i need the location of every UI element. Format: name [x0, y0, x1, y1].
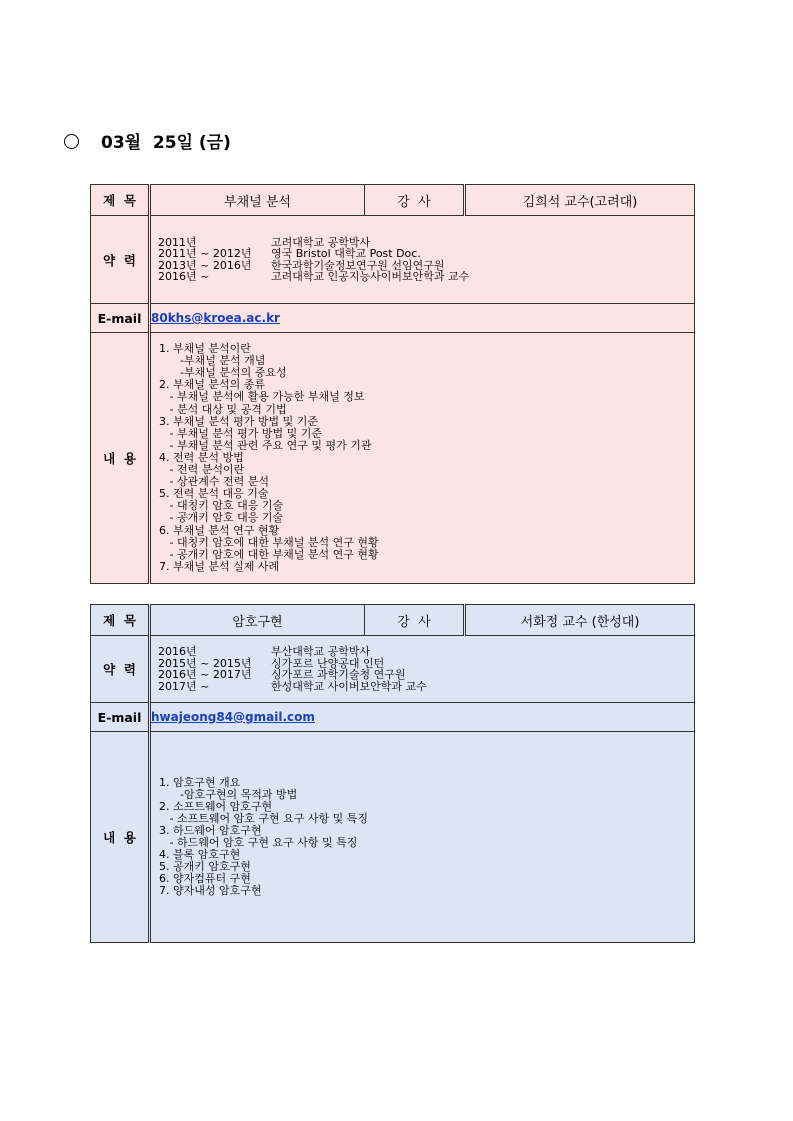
career-desc: 영국 Bristol 대학교 Post Doc.: [271, 247, 421, 260]
session-title: 부채널 분석: [150, 185, 365, 216]
session-table: [90, 184, 695, 584]
content-line: - 공개키 암호에 대한 부채널 분석 연구 현황: [159, 547, 379, 561]
content-line: 1. 암호구현 개요: [159, 775, 241, 789]
content-line: - 대칭키 암호 대응 기술: [159, 499, 284, 513]
title-label: 제 목: [91, 185, 150, 216]
content-line: - 공개키 암호 대응 기술: [159, 511, 284, 525]
content-list: [151, 777, 694, 898]
career-period: 2011년 ~ 2012년: [158, 247, 252, 260]
lecturer-label: 강 사: [365, 185, 465, 216]
career-list: [151, 646, 694, 692]
content-line: - 소프트웨어 암호 구현 요구 사항 및 특징: [159, 811, 368, 825]
content-line: -암호구현의 목적과 방법: [159, 787, 298, 801]
content-line: 4. 전력 분석 방법: [159, 450, 244, 464]
career-list: [151, 237, 694, 283]
career-desc: 한국과학기술정보연구원 선임연구원: [271, 258, 445, 272]
content-line: 2. 부채널 분석의 종류: [159, 378, 265, 392]
career-cell: [150, 636, 695, 703]
lecturer-name: 김희석 교수(고려대): [465, 185, 695, 216]
content-line: 5. 공개키 암호구현: [159, 860, 251, 874]
content-label: 내 용: [91, 333, 150, 584]
content-line: 5. 전력 분석 대응 기술: [159, 487, 269, 501]
content-line: 4. 블록 암호구현: [159, 848, 241, 862]
email-cell: [150, 703, 695, 732]
lecturer-name: 서화정 교수 (한성대): [465, 605, 695, 636]
lecturer-label: 강 사: [365, 605, 465, 636]
email-label: E-mail: [91, 703, 150, 732]
career-period: 2016년 ~ 2017년: [158, 668, 252, 681]
content-cell: [150, 333, 695, 584]
career-cell: [150, 216, 695, 304]
career-label: 약 력: [91, 216, 150, 304]
content-line: 1. 부채널 분석이란: [159, 342, 251, 356]
content-line: 3. 부채널 분석 평가 방법 및 기준: [159, 414, 318, 428]
email-link[interactable]: hwajeong84@gmail.com: [151, 710, 315, 724]
email-label: E-mail: [91, 304, 150, 333]
content-line: - 대칭키 암호에 대한 부채널 분석 연구 현황: [159, 535, 379, 549]
career-period: 2016년 ~: [158, 270, 210, 283]
career-label: 약 력: [91, 636, 150, 703]
content-line: - 부채널 분석 평가 방법 및 기준: [159, 426, 322, 440]
content-line: -부채널 분석의 중요성: [159, 366, 287, 380]
content-line: - 하드웨어 암호 구현 요구 사항 및 특징: [159, 836, 358, 849]
content-line: - 부채널 분석 관련 주요 연구 및 평가 기관: [159, 438, 372, 452]
career-period: 2011년: [158, 235, 197, 249]
career-desc: 싱가포르 난양공대 인턴: [271, 656, 385, 670]
career-desc: 고려대학교 공학박사: [271, 235, 371, 249]
content-line: 7. 부채널 분석 실제 사례: [159, 559, 280, 573]
content-line: -부채널 분석 개념: [159, 354, 266, 368]
date-heading: [64, 131, 231, 155]
content-cell: [150, 732, 695, 943]
content-line: 6. 부채널 분석 연구 현황: [159, 523, 280, 537]
career-period: 2015년 ~ 2015년: [158, 656, 252, 670]
career-desc: 부산대학교 공학박사: [271, 645, 371, 658]
content-line: - 부채널 분석에 활용 가능한 부채널 정보: [159, 390, 365, 404]
title-label: 제 목: [91, 605, 150, 636]
career-period: 2017년 ~: [158, 679, 210, 693]
content-line: 3. 하드웨어 암호구현: [159, 823, 262, 837]
content-line: 6. 양자컴퓨터 구현: [159, 872, 251, 886]
career-period: 2016년: [158, 645, 197, 658]
content-line: 7. 양자내성 암호구현: [159, 884, 262, 898]
circle-bullet-icon: [64, 134, 79, 149]
session-table: [90, 604, 695, 943]
career-desc: 고려대학교 인공지능사이버보안학과 교수: [271, 270, 470, 283]
content-label: 내 용: [91, 732, 150, 943]
career-desc: 한성대학교 사이버보안학과 교수: [271, 679, 427, 693]
email-cell: [150, 304, 695, 333]
content-list: [151, 343, 694, 573]
date-heading-text: 03월 25일 (금): [101, 133, 231, 153]
career-desc: 싱가포르 과학기술청 연구원: [271, 668, 406, 681]
content-line: - 분석 대상 및 공격 기법: [159, 402, 287, 416]
content-line: - 전력 분석이란: [159, 463, 245, 477]
session-title: 암호구현: [150, 605, 365, 636]
email-link[interactable]: 80khs@kroea.ac.kr: [151, 311, 280, 325]
content-line: - 상관계수 전력 분석: [159, 475, 269, 489]
content-line: 2. 소프트웨어 암호구현: [159, 799, 273, 813]
career-period: 2013년 ~ 2016년: [158, 258, 252, 272]
